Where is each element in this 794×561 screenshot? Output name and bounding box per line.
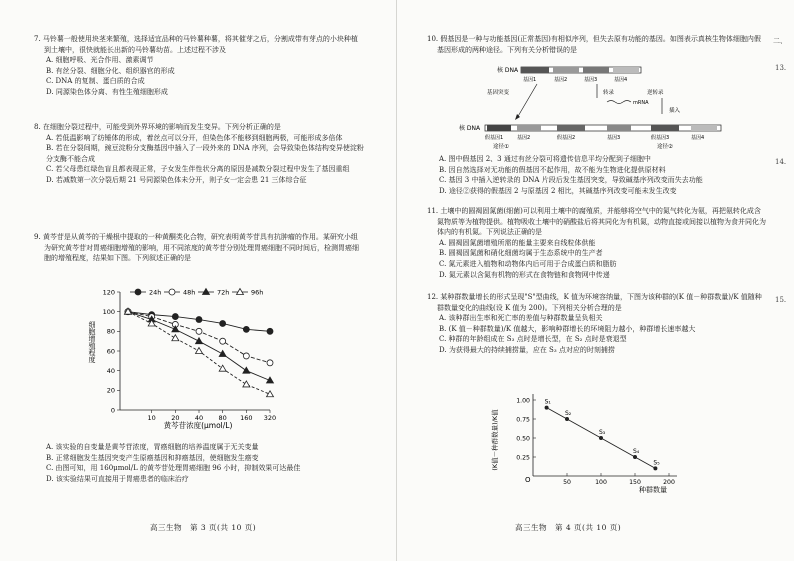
question-11-option-a: A. 圆褐固氮菌增殖所需的能量主要来自线粒体供能	[439, 238, 596, 247]
question-12-option-c: C. 种群的年龄组成在 S₃ 点时是增长型，在 S₂ 点时是衰退型	[439, 335, 627, 344]
chart1-y-tick-label: 20	[106, 386, 115, 395]
edge-mark-15: 15.	[775, 296, 787, 304]
transcription-label: 转录	[603, 90, 615, 96]
question-12	[427, 292, 767, 356]
question-7-option-c: C. DNA 的复制、蛋白质的合成	[46, 77, 145, 86]
top-gene-2: 基因2	[554, 77, 568, 83]
chart1-point	[243, 353, 249, 359]
chart1-point	[203, 289, 210, 295]
chart1-point	[267, 391, 274, 397]
chart1-point	[267, 377, 274, 383]
bottom-gene-label-1: 假基因1	[485, 135, 504, 141]
question-10-options	[427, 154, 767, 196]
question-7	[34, 34, 364, 98]
bottom-gene-label-5: 假基因3	[651, 135, 670, 141]
chart1-point	[220, 320, 226, 326]
question-10-stem: 10. 假基因是一种与功能基因(正常基因)有相似序列，但失去原有功能的基因。如图表示真核生物体细胞内假基因形成的两种途径。下列有关分析错误的是	[427, 35, 761, 54]
chart2-point	[599, 436, 603, 440]
chart2-x-label: 种群数量	[639, 486, 667, 494]
population-ratio-chart	[483, 388, 703, 500]
chart1-point	[172, 314, 178, 320]
chart2-point-label: S₅	[653, 459, 660, 467]
question-7-stem: 7. 马铃薯一般使用块茎来繁殖，选择适宜品种的马铃薯种薯，将其催芽之后，分割成带有芽点的小块种植到土壤中，很快就能长出新的马铃薯幼苗。上述过程不涉及	[34, 35, 358, 54]
chart2-x-tick-label: 50	[563, 479, 571, 486]
chart1-y-tick-label: 40	[106, 366, 115, 375]
question-7-option-a: A. 细胞呼吸、光合作用、激素调节	[46, 56, 154, 65]
bottom-gene-label-4: 基因3	[607, 135, 621, 141]
question-12-stem: 12. 某种群数量增长的形式呈现"S"型曲线，K 值为环境容纳量，下图为该种群的(K 值－种群数量)/K 值随种群数量变化的曲线(设 K 值为 200)。下列相关分析合理的是	[427, 293, 762, 312]
chart2-point-label: S₁	[544, 398, 551, 406]
question-10-option-b: B. 因自然选择对无功能的假基因不起作用，故不能为生物进化提供原材料	[439, 165, 666, 174]
chart1-point	[219, 365, 226, 371]
chart1-x-label: 黄芩苷浓度(μmol/L)	[163, 421, 233, 430]
bottom-gene-3-block	[607, 125, 631, 131]
chart2-x-tick-label: 100	[595, 479, 607, 486]
top-gene-2-block	[553, 67, 579, 73]
top-gene-3-block	[583, 67, 609, 73]
question-9-option-a: A. 该实验的自变量是黄芩苷浓度，胃癌细胞的培养温度属于无关变量	[46, 443, 259, 451]
chart2-y-label: (K值－种群数量)/K值	[491, 409, 499, 471]
bottom-gene-4-block	[691, 125, 717, 131]
question-8-option-d: D. 若减数第一次分裂后期 21 号同源染色体未分开，则子女一定会患 21 三体综合征	[46, 175, 307, 184]
pseudogene-1-block	[487, 125, 511, 131]
right-page-footer: 高三生物 第 4 页(共 10 页)	[515, 523, 622, 532]
chart1-x-tick-label: 80	[218, 414, 227, 422]
question-11-option-b: B. 圆褐固氮菌和硝化细菌均属于生态系统中的生产者	[439, 249, 603, 258]
chart2-point-label: S₃	[599, 429, 606, 436]
chart2-y-tick-label: 0.25	[516, 454, 530, 462]
question-10-option-a: A. 图中假基因 2、3 通过有丝分裂可将遗传信息平均分配到子细胞中	[439, 155, 651, 163]
edge-mark-13: 13.	[775, 64, 787, 72]
question-10-option-c: C. 基因 3 中插入逆转录的 DNA 片段后发生基因突变，导致碱基序列改变而失去功能	[439, 176, 703, 185]
insertion-label: 插入	[669, 108, 681, 114]
question-7-option-d: D. 同源染色体分离、有性生殖细胞形成	[46, 87, 168, 96]
edge-mark-section: 二、	[773, 37, 787, 45]
chart2-point-label: S₂	[565, 410, 572, 417]
question-8-option-a: A. 若低温影响了纺锤体的形成，着丝点可以分开，但染色体不能移到细胞两极，可能形成多倍体	[46, 133, 343, 142]
bottom-gene-label-6: 基因4	[691, 135, 705, 141]
question-9-option-c: C. 由图可知，用 160μmol/L 的黄芩苷处理胃癌细胞 96 小时，抑制效果可达最佳	[46, 464, 301, 473]
question-9-option-b: B. 正常细胞发生基因突变产生原癌基因和抑癌基因，使细胞发生癌变	[46, 453, 259, 462]
chart1-point	[267, 328, 273, 334]
chart1-x-tick-label: 320	[263, 414, 277, 422]
chart1-y-tick-label: 120	[102, 288, 115, 297]
chart1-y-tick-label: 80	[106, 327, 115, 336]
chart2-point	[653, 466, 657, 470]
chart2-y-tick-label: 1.00	[516, 397, 530, 405]
question-8-stem: 8. 在细胞分裂过程中，可能受到外界环境的影响而发生变异。下列分析正确的是	[34, 123, 281, 131]
chart1-point	[243, 367, 250, 373]
question-9-option-d: D. 该实验结果可直接用于胃癌患者的临床治疗	[46, 474, 189, 483]
question-8	[34, 122, 364, 186]
route-1-arrowhead	[515, 114, 520, 120]
chart1-y-tick-label: 100	[102, 307, 115, 316]
chart2-point	[633, 455, 637, 459]
chart2-x-tick-label: 150	[629, 479, 641, 486]
chart1-y-label: 细胞增殖程度	[88, 321, 96, 363]
proliferation-line-chart	[80, 282, 290, 434]
mrna-label: mRNA	[633, 100, 649, 106]
question-10	[427, 34, 767, 55]
question-11-option-c: C. 氮元素进入植物和动物体内后可用于合成蛋白质和脂肪	[439, 259, 617, 268]
chart1-point	[219, 350, 226, 356]
reverse-transcription-label: 逆转录	[647, 90, 664, 96]
bottom-gene-2-block	[517, 125, 541, 131]
chart1-point	[243, 381, 250, 387]
question-12-option-d: D. 为获得最大的持续捕捞量，应在 S₃ 点对应的时刻捕捞	[439, 345, 615, 354]
chart1-x-tick-label: 40	[194, 414, 204, 422]
question-7-option-b: B. 有丝分裂、细胞分化、组织器官的形成	[46, 66, 175, 75]
mutation-label: 基因突变	[487, 90, 510, 96]
mrna-strand	[607, 101, 631, 104]
chart1-point	[169, 289, 175, 295]
top-gene-4: 基因4	[614, 77, 628, 83]
top-gene-4-block	[613, 67, 639, 73]
chart2-point-label: S₄	[633, 448, 640, 455]
right-exam-page	[397, 0, 794, 561]
question-9	[34, 232, 364, 264]
top-gene-1: 基因1	[523, 77, 537, 83]
chart1-point	[172, 335, 179, 341]
chart2-x-tick-label: 200	[663, 479, 675, 486]
chart2-y-tick-label: 0.50	[516, 435, 530, 443]
chart1-point	[267, 360, 273, 366]
chart1-x-tick-label: 160	[240, 414, 253, 422]
pseudogene-diagram	[457, 64, 757, 150]
route-1-arrow	[517, 84, 537, 118]
question-8-option-c: C. 若父母患红绿色盲且都表现正常，子女发生伴性状分离的原因是减数分裂过程中发生了基因重组	[46, 165, 350, 174]
chart1-legend-label: 96h	[251, 288, 264, 297]
question-12-option-b: B. (K 值－种群数量)/K 值越大，影响种群增长的环境阻力越小，种群增长速率越大	[439, 324, 696, 333]
question-11	[427, 206, 767, 280]
chart1-point	[220, 338, 226, 344]
chart2-point	[565, 417, 569, 421]
chart1-point	[237, 289, 244, 295]
chart1-point	[196, 317, 202, 323]
top-gene-3: 基因3	[584, 77, 598, 83]
chart1-point	[196, 328, 202, 334]
left-page-footer: 高三生物 第 3 页(共 10 页)	[150, 523, 257, 532]
chart1-x-tick-label: 20	[171, 414, 180, 422]
chart2-origin-label: O	[525, 476, 531, 484]
chart1-y-tick-label: 0	[110, 406, 115, 415]
route-2-label: 途径②	[657, 144, 673, 150]
top-gene-1-block	[521, 67, 549, 73]
chart1-x-tick-label: 10	[147, 414, 156, 422]
chart1-point	[243, 326, 249, 332]
chart1-y-tick-label: 60	[106, 347, 115, 356]
chart1-point	[196, 348, 203, 354]
pseudogene-3-block	[651, 125, 679, 131]
pseudogene-2-block	[557, 125, 585, 131]
question-9-stem: 9. 黄芩苷是从黄芩的干燥根中提取的一种黄酮类化合物，研究表明黄芩苷具有抗肿瘤的作用。某研究小组为研究黄芩苷对胃癌细胞增殖的影响，用不同浓度的黄芩苷分别处理胃癌细胞不同时间后，检测胃癌细胞的增殖程度，结果如下图。下列叙述正确的是	[34, 233, 359, 263]
chart1-point	[135, 289, 141, 295]
bottom-dna-label: 核 DNA	[459, 125, 481, 132]
chart2-y-tick-label: 0.75	[516, 416, 530, 424]
bottom-gene-label-3: 假基因2	[557, 135, 576, 141]
bottom-gene-label-2: 基因2	[517, 135, 531, 141]
question-9-options	[34, 442, 364, 484]
chart1-point	[196, 338, 203, 344]
edge-mark-14: 14.	[775, 158, 787, 166]
question-10-option-d: D. 途径②获得的假基因 2 与原基因 2 相比，其碱基序列改变可能未发生改变	[439, 186, 677, 195]
route-1-label: 途径①	[493, 144, 509, 150]
chart2-point	[545, 406, 549, 410]
question-12-option-a: A. 该种群出生率和死亡率的差值与种群数量呈负相关	[439, 314, 603, 323]
chart1-legend-label: 48h	[183, 288, 196, 297]
top-dna-label: 核 DNA	[497, 67, 519, 74]
question-11-stem: 11. 土壤中的圆褐固氮菌(细菌)可以利用土壤中的腐殖质，并能够将空气中的氮气转化为氨，再把氨转化成含氮物质等为植物提供。植物吸收土壤中的硝酸盐后将其同化为有机氮，动物直接或间接以植物为食并同化为体内的有机氮。下列说法正确的是	[427, 207, 766, 237]
question-8-option-b: B. 若在分裂间期，豌豆淀粉分支酶基因中插入了一段外来的 DNA 序列，会导致染色体结构变异使淀粉分支酶不能合成	[46, 144, 364, 163]
chart1-legend-label: 24h	[149, 288, 162, 297]
chart1-legend-label: 72h	[217, 288, 230, 297]
question-11-option-d: D. 氮元素以含氮有机物的形式在食物链和食物网中传递	[439, 270, 610, 279]
